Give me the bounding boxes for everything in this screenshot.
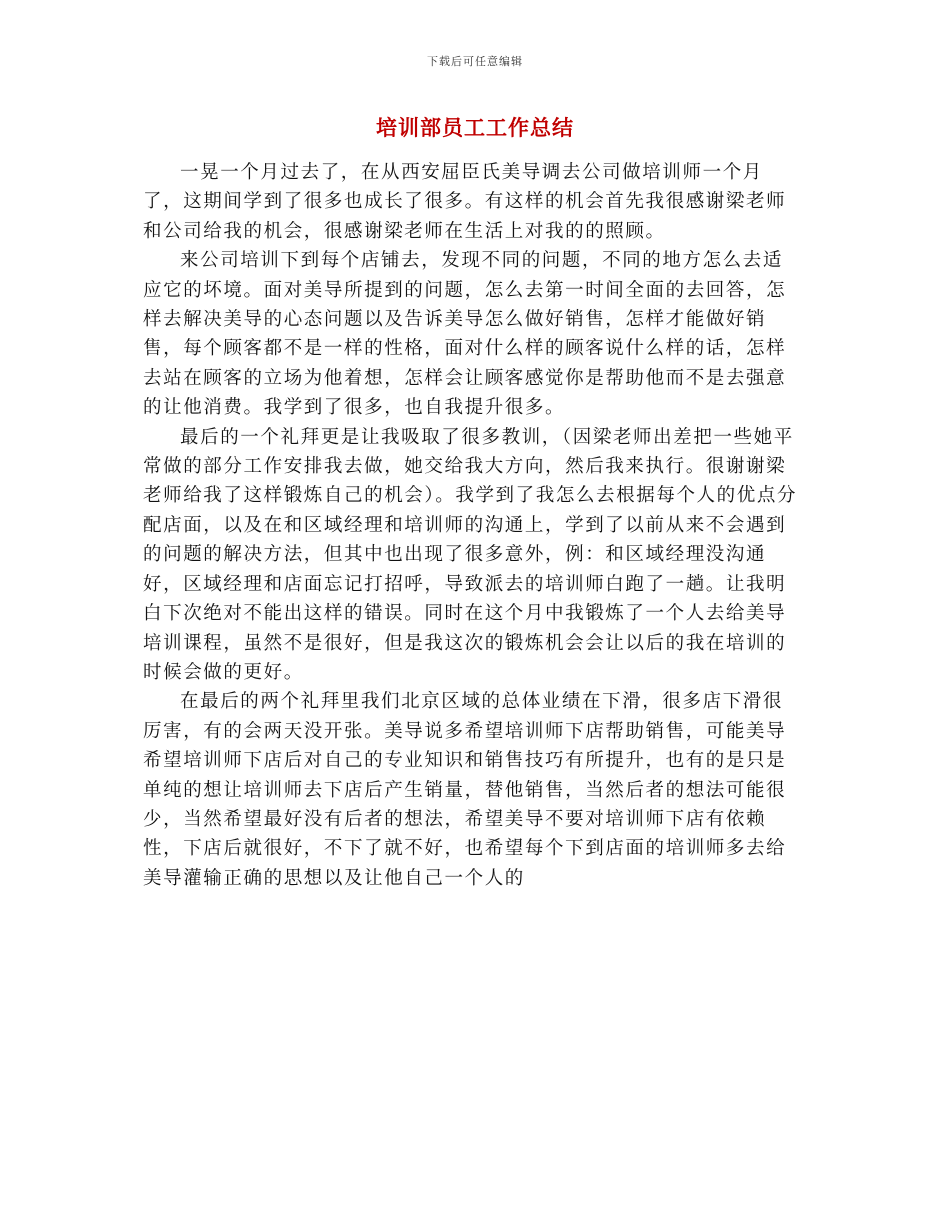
paragraph-3: 最后的一个礼拜更是让我吸取了很多教训，（因梁老师出差把一些她平常做的部分工作安排我去做，她交给我大方向，然后我来执行。很谢谢梁老师给我了这样锻炼自己的机会）。我学到了我怎么去根据每个人的优点分配店面，以及在和区域经理和培训师的沟通上，学到了以前从来不会遇到的问题的解决方法，但其中也出现了很多意外，例：和区域经理没沟通好，区域经理和店面忘记打招呼，导致派去的培训师白跑了一趟。让我明白下次绝对不能出这样的错误。同时在这个月中我锻炼了一个人去给美导培训课程，虽然不是很好，但是我这次的锻炼机会会让以后的我在培训的时候会做的更好。 [143, 426, 798, 683]
paragraph-4: 在最后的两个礼拜里我们北京区域的总体业绩在下滑，很多店下滑很厉害，有的会两天没开张。美导说多希望培训师下店帮助销售，可能美导希望培训师下店后对自己的专业知识和销售技巧有所提升，也有的是只是单纯的想让培训师去下店后产生销量，替他销售，当然后者的想法可能很少，当然希望最好没有后者的想法，希望美导不要对培训师下店有依赖性，下店后就很好，不下了就不好，也希望每个下到店面的培训师多去给美导灌输正确的思想以及让他自己一个人的 [143, 691, 787, 889]
document-body [143, 158, 803, 893]
paragraph-1: 一晃一个月过去了，在从西安屈臣氏美导调去公司做培训师一个月了，这期间学到了很多也成长了很多。有这样的机会首先我很感谢梁老师和公司给我的机会，很感谢梁老师在生活上对我的的照顾。 [143, 162, 787, 242]
paragraph-2: 来公司培训下到每个店铺去，发现不同的问题，不同的地方怎么去适应它的坏境。面对美导所提到的问题，怎么去第一时间全面的去回答，怎样去解决美导的心态问题以及告诉美导怎么做好销售，怎样才能做好销售，每个顾客都不是一样的性格，面对什么样的顾客说什么样的话，怎样去站在顾客的立场为他着想，怎样会让顾客感觉你是帮助他而不是去强意的让他消费。我学到了很多，也自我提升很多。 [143, 250, 787, 419]
document-title: 培训部员工工作总结 [376, 115, 574, 140]
page-header-note: 下载后可任意编辑 [427, 55, 523, 68]
